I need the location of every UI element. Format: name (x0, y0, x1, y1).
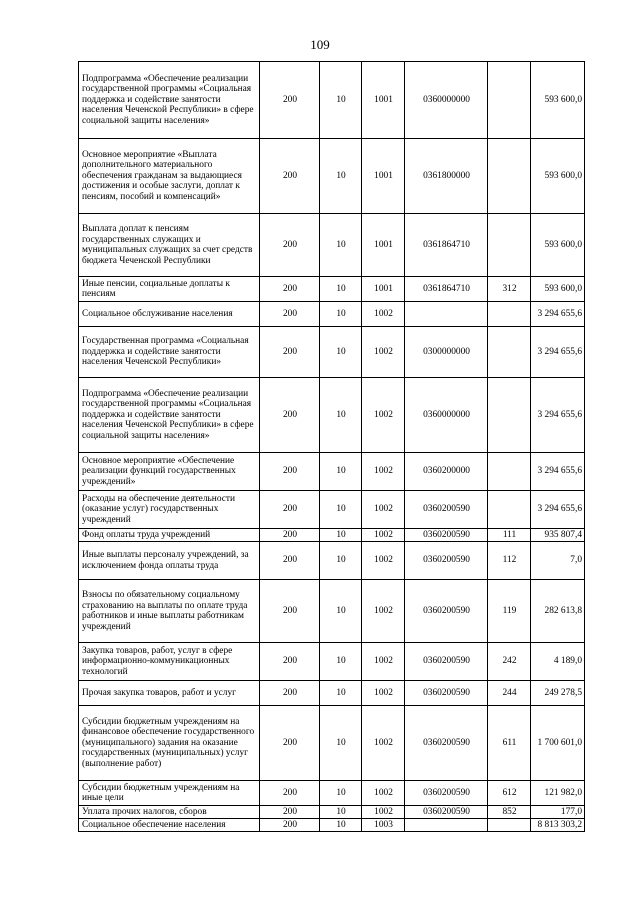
subsection-code-cell: 1003 (362, 819, 405, 832)
ministry-code-cell: 200 (260, 139, 320, 214)
table-row (79, 542, 585, 580)
ministry-code-cell: 200 (260, 529, 320, 542)
subsection-code-cell: 1002 (362, 681, 405, 706)
amount-cell: 7,0 (531, 542, 585, 580)
expense-name-cell: Расходы на обеспечение деятельности (оказание услуг) государственных учреждений (79, 491, 260, 529)
amount-cell: 935 807,4 (531, 529, 585, 542)
expense-type-cell (488, 491, 531, 529)
expense-name-cell: Фонд оплаты труда учреждений (79, 529, 260, 542)
expense-name-cell: Взносы по обязательному социальному страхованию на выплаты по оплате труда работников и иные выплаты работникам учреждений (79, 580, 260, 643)
section-code-cell: 10 (320, 706, 362, 781)
expense-name-cell: Субсидии бюджетным учреждениям на финансовое обеспечение государственного (муниципального) задания на оказание государственных (муниципальных) услуг (выполнение работ) (79, 706, 260, 781)
section-code-cell: 10 (320, 302, 362, 327)
target-article-cell: 0361864710 (405, 214, 488, 277)
expense-name-cell: Социальное обслуживание населения (79, 302, 260, 327)
expense-type-cell (488, 327, 531, 378)
ministry-code-cell: 200 (260, 277, 320, 302)
section-code-cell: 10 (320, 529, 362, 542)
ministry-code-cell: 200 (260, 453, 320, 491)
expense-type-cell (488, 62, 531, 139)
expense-name-cell: Социальное обеспечение населения (79, 819, 260, 832)
amount-cell: 593 600,0 (531, 214, 585, 277)
table-row (79, 491, 585, 529)
expense-name-cell: Подпрограмма «Обеспечение реализации государственной программы «Социальная поддержка и содействие занятости населения Чеченской Республики» в сфере социальной защиты населения» (79, 62, 260, 139)
target-article-cell: 0360200590 (405, 706, 488, 781)
expense-type-cell (488, 302, 531, 327)
subsection-code-cell: 1002 (362, 453, 405, 491)
amount-cell: 121 982,0 (531, 781, 585, 806)
expense-name-cell: Уплата прочих налогов, сборов (79, 806, 260, 819)
table-row (79, 378, 585, 453)
ministry-code-cell: 200 (260, 643, 320, 681)
target-article-cell: 0360200590 (405, 491, 488, 529)
subsection-code-cell: 1002 (362, 378, 405, 453)
expense-type-cell: 312 (488, 277, 531, 302)
target-article-cell: 0361800000 (405, 139, 488, 214)
amount-cell: 282 613,8 (531, 580, 585, 643)
amount-cell: 1 700 601,0 (531, 706, 585, 781)
table-row (79, 62, 585, 139)
amount-cell: 593 600,0 (531, 62, 585, 139)
table-row (79, 214, 585, 277)
target-article-cell: 0361864710 (405, 277, 488, 302)
ministry-code-cell: 200 (260, 378, 320, 453)
expense-type-cell: 852 (488, 806, 531, 819)
subsection-code-cell: 1001 (362, 214, 405, 277)
table-row (79, 706, 585, 781)
target-article-cell: 0360200590 (405, 806, 488, 819)
table-row (79, 643, 585, 681)
section-code-cell: 10 (320, 781, 362, 806)
table-row (79, 781, 585, 806)
expense-type-cell (488, 819, 531, 832)
section-code-cell: 10 (320, 542, 362, 580)
expense-name-cell: Иные выплаты персоналу учреждений, за исключением фонда оплаты труда (79, 542, 260, 580)
ministry-code-cell: 200 (260, 819, 320, 832)
table-row (79, 302, 585, 327)
expense-name-cell: Основное мероприятие «Обеспечение реализации функций государственных учреждений» (79, 453, 260, 491)
section-code-cell: 10 (320, 214, 362, 277)
expense-name-cell: Прочая закупка товаров, работ и услуг (79, 681, 260, 706)
section-code-cell: 10 (320, 806, 362, 819)
section-code-cell: 10 (320, 580, 362, 643)
ministry-code-cell: 200 (260, 542, 320, 580)
amount-cell: 3 294 655,6 (531, 491, 585, 529)
subsection-code-cell: 1002 (362, 302, 405, 327)
budget-table-body (79, 62, 585, 832)
expense-type-cell (488, 139, 531, 214)
table-row (79, 139, 585, 214)
target-article-cell: 0360200590 (405, 529, 488, 542)
expense-name-cell: Закупка товаров, работ, услуг в сфере информационно-коммуникационных технологий (79, 643, 260, 681)
subsection-code-cell: 1002 (362, 542, 405, 580)
ministry-code-cell: 200 (260, 214, 320, 277)
amount-cell: 249 278,5 (531, 681, 585, 706)
subsection-code-cell: 1002 (362, 580, 405, 643)
expense-name-cell: Государственная программа «Социальная поддержка и содействие занятости населения Чеченской Республики» (79, 327, 260, 378)
expense-name-cell: Выплата доплат к пенсиям государственных служащих и муниципальных служащих за счет средств бюджета Чеченской Республики (79, 214, 260, 277)
page-number: 109 (310, 37, 330, 52)
target-article-cell: 0360200590 (405, 643, 488, 681)
ministry-code-cell: 200 (260, 302, 320, 327)
expense-type-cell (488, 378, 531, 453)
expense-type-cell: 611 (488, 706, 531, 781)
target-article-cell: 0360200590 (405, 781, 488, 806)
ministry-code-cell: 200 (260, 806, 320, 819)
expense-type-cell: 244 (488, 681, 531, 706)
target-article-cell: 0360200590 (405, 580, 488, 643)
amount-cell: 593 600,0 (531, 139, 585, 214)
section-code-cell: 10 (320, 681, 362, 706)
target-article-cell (405, 302, 488, 327)
expense-name-cell: Иные пенсии, социальные доплаты к пенсиям (79, 277, 260, 302)
ministry-code-cell: 200 (260, 781, 320, 806)
section-code-cell: 10 (320, 378, 362, 453)
amount-cell: 3 294 655,6 (531, 453, 585, 491)
target-article-cell: 0300000000 (405, 327, 488, 378)
section-code-cell: 10 (320, 139, 362, 214)
section-code-cell: 10 (320, 643, 362, 681)
table-row (79, 681, 585, 706)
section-code-cell: 10 (320, 327, 362, 378)
table-row (79, 453, 585, 491)
expense-type-cell: 242 (488, 643, 531, 681)
section-code-cell: 10 (320, 453, 362, 491)
subsection-code-cell: 1002 (362, 781, 405, 806)
subsection-code-cell: 1002 (362, 643, 405, 681)
ministry-code-cell: 200 (260, 580, 320, 643)
subsection-code-cell: 1002 (362, 491, 405, 529)
expense-type-cell (488, 214, 531, 277)
target-article-cell: 0360200000 (405, 453, 488, 491)
table-row (79, 819, 585, 832)
ministry-code-cell: 200 (260, 681, 320, 706)
target-article-cell (405, 819, 488, 832)
ministry-code-cell: 200 (260, 327, 320, 378)
amount-cell: 3 294 655,6 (531, 378, 585, 453)
amount-cell: 8 813 303,2 (531, 819, 585, 832)
amount-cell: 3 294 655,6 (531, 327, 585, 378)
subsection-code-cell: 1002 (362, 806, 405, 819)
subsection-code-cell: 1002 (362, 529, 405, 542)
target-article-cell: 0360000000 (405, 378, 488, 453)
section-code-cell: 10 (320, 277, 362, 302)
target-article-cell: 0360000000 (405, 62, 488, 139)
table-row (79, 529, 585, 542)
subsection-code-cell: 1002 (362, 706, 405, 781)
table-row (79, 580, 585, 643)
target-article-cell: 0360200590 (405, 542, 488, 580)
subsection-code-cell: 1002 (362, 327, 405, 378)
expense-type-cell (488, 453, 531, 491)
expense-type-cell: 112 (488, 542, 531, 580)
target-article-cell: 0360200590 (405, 681, 488, 706)
section-code-cell: 10 (320, 491, 362, 529)
amount-cell: 593 600,0 (531, 277, 585, 302)
ministry-code-cell: 200 (260, 491, 320, 529)
ministry-code-cell: 200 (260, 62, 320, 139)
subsection-code-cell: 1001 (362, 62, 405, 139)
expense-type-cell: 612 (488, 781, 531, 806)
budget-table (78, 61, 585, 832)
table-row (79, 277, 585, 302)
amount-cell: 3 294 655,6 (531, 302, 585, 327)
expense-type-cell: 119 (488, 580, 531, 643)
section-code-cell: 10 (320, 62, 362, 139)
subsection-code-cell: 1001 (362, 277, 405, 302)
table-row (79, 327, 585, 378)
amount-cell: 177,0 (531, 806, 585, 819)
ministry-code-cell: 200 (260, 706, 320, 781)
section-code-cell: 10 (320, 819, 362, 832)
expense-name-cell: Основное мероприятие «Выплата дополнительного материального обеспечения гражданам за выдающиеся достижения и особые заслуги, доплат к пенсиям, пособий и компенсаций» (79, 139, 260, 214)
amount-cell: 4 189,0 (531, 643, 585, 681)
subsection-code-cell: 1001 (362, 139, 405, 214)
expense-name-cell: Подпрограмма «Обеспечение реализации государственной программы «Социальная поддержка и содействие занятости населения Чеченской Республики» в сфере социальной защиты населения» (79, 378, 260, 453)
table-row (79, 806, 585, 819)
expense-name-cell: Субсидии бюджетным учреждениям на иные цели (79, 781, 260, 806)
expense-type-cell: 111 (488, 529, 531, 542)
